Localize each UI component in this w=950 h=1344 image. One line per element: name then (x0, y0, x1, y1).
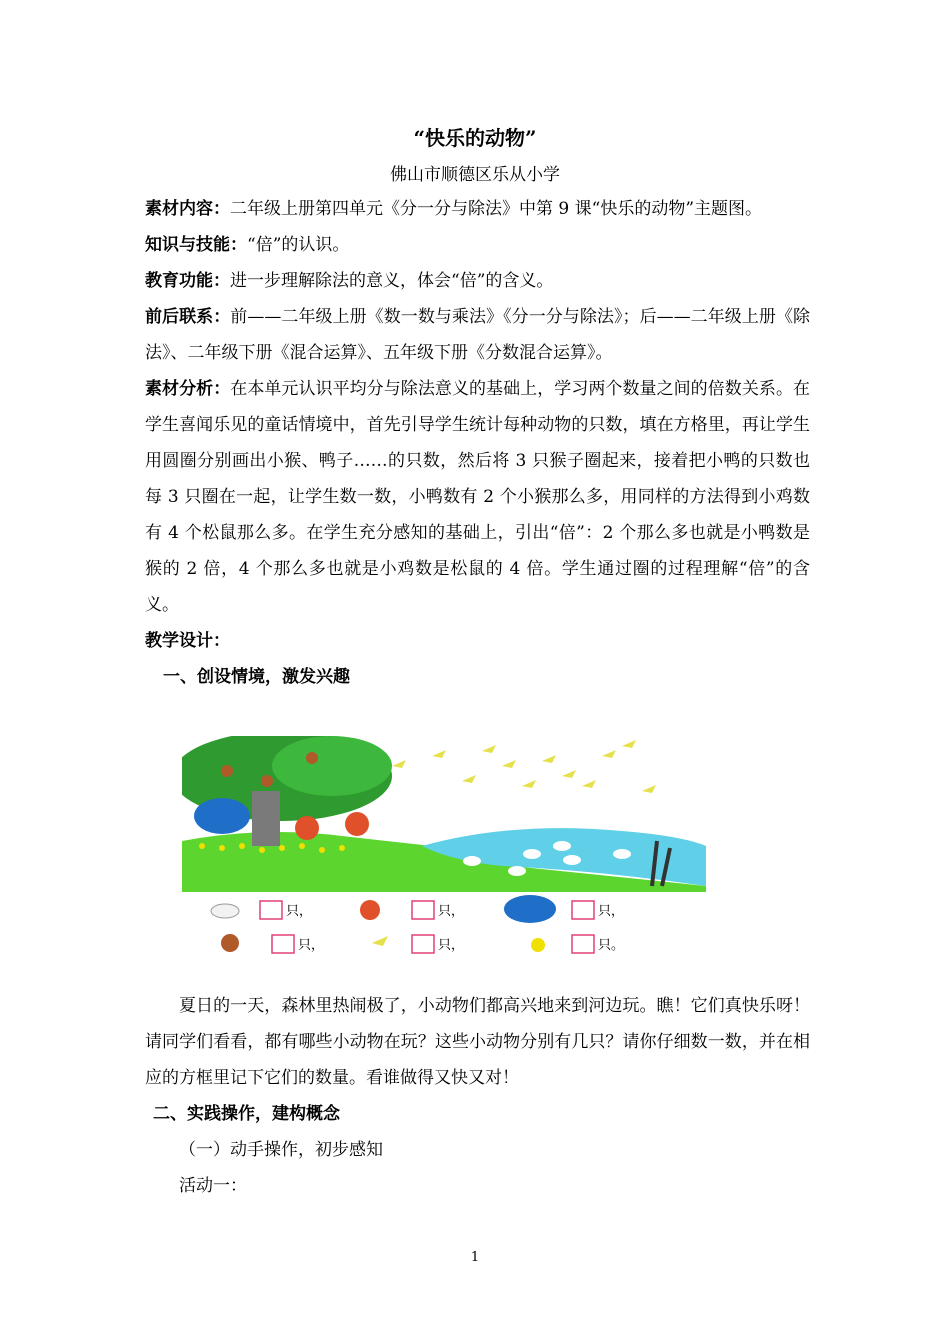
forest-river-illustration (182, 736, 706, 892)
count-unit: 只， (438, 938, 465, 953)
analysis-para (145, 371, 810, 623)
step1-heading: 一、创设情境，激发兴趣 (163, 667, 350, 687)
knowledge-label: 知识与技能： (145, 235, 247, 255)
count-unit: 只， (298, 938, 325, 953)
activity1-text: 活动一： (179, 1176, 247, 1196)
count-box-bird (412, 935, 434, 953)
sub1-text: （一）动手操作，初步感知 (179, 1140, 383, 1160)
education-label: 教育功能： (145, 271, 230, 291)
count-unit: 只， (286, 904, 313, 919)
analysis-label: 素材分析： (145, 379, 231, 399)
count-unit: 只， (438, 904, 465, 919)
page-title: “快乐的动物” (413, 126, 537, 150)
relation-text: 前——二年级上册《数一数与乘法》《分一分与除法》；后——二年级上册《除法》、二年级下册《混合运算》、五年级下册《分数混合运算》。 (145, 307, 811, 363)
page-number: 1 (470, 1250, 480, 1265)
count-box-chick (572, 935, 594, 953)
count-box-duck (260, 901, 282, 919)
design-heading: 教学设计： (145, 631, 230, 651)
count-box-peacock (572, 901, 594, 919)
knowledge-para (145, 227, 810, 263)
relation-para (145, 299, 810, 371)
animal-count-boxes (200, 895, 660, 965)
intro-block (145, 191, 810, 695)
story-para: 夏日的一天，森林里热闹极了，小动物们都高兴地来到河边玩。瞧！它们真快乐呀！请同学们看看，都有哪些小动物在玩？这些小动物分别有几只？请你仔细数一数，并在相应的方框里记下它们的数量。看谁做得又快又对！ (145, 996, 810, 1088)
count-unit: 只， (598, 904, 625, 919)
education-text: 进一步理解除法的意义，体会“倍”的含义。 (230, 271, 554, 291)
education-para (145, 263, 810, 299)
analysis-text: 在本单元认识平均分与除法意义的基础上，学习两个数量之间的倍数关系。在学生喜闻乐见的童话情境中，首先引导学生统计每种动物的只数，填在方格里，再让学生用圆圈分别画出小猴、鸭子……的只数，然后将 3 只猴子圈起来，接着把小鸭的只数也每 3 只圈在一起，让学生数一数，小鸭数有 2 个小猴那么多，用同样的方法得到小鸡数有 4 个松鼠那么多。在学生充分感知的基础上，引出“倍”：2 个那么多也就是小鸭数是猴的 2 倍，4 个那么多也就是小鸡数是松鼠的 4 倍。学生通过圈的过程理解“倍”的含义。 (145, 379, 811, 615)
school-name: 佛山市顺德区乐从小学 (390, 165, 560, 185)
knowledge-text: “倍”的认识。 (247, 235, 350, 255)
material-content-label: 素材内容： (145, 199, 230, 219)
material-content-text: 二年级上册第四单元《分一分与除法》中第 9 课“快乐的动物”主题图。 (230, 199, 763, 219)
count-box-monkey (272, 935, 294, 953)
lesson-block (145, 988, 810, 1204)
step2-heading: 二、实践操作，建构概念 (153, 1104, 340, 1124)
material-content-para (145, 191, 810, 227)
count-box-squirrel (412, 901, 434, 919)
count-unit: 只。 (598, 938, 625, 953)
relation-label: 前后联系： (145, 307, 231, 327)
